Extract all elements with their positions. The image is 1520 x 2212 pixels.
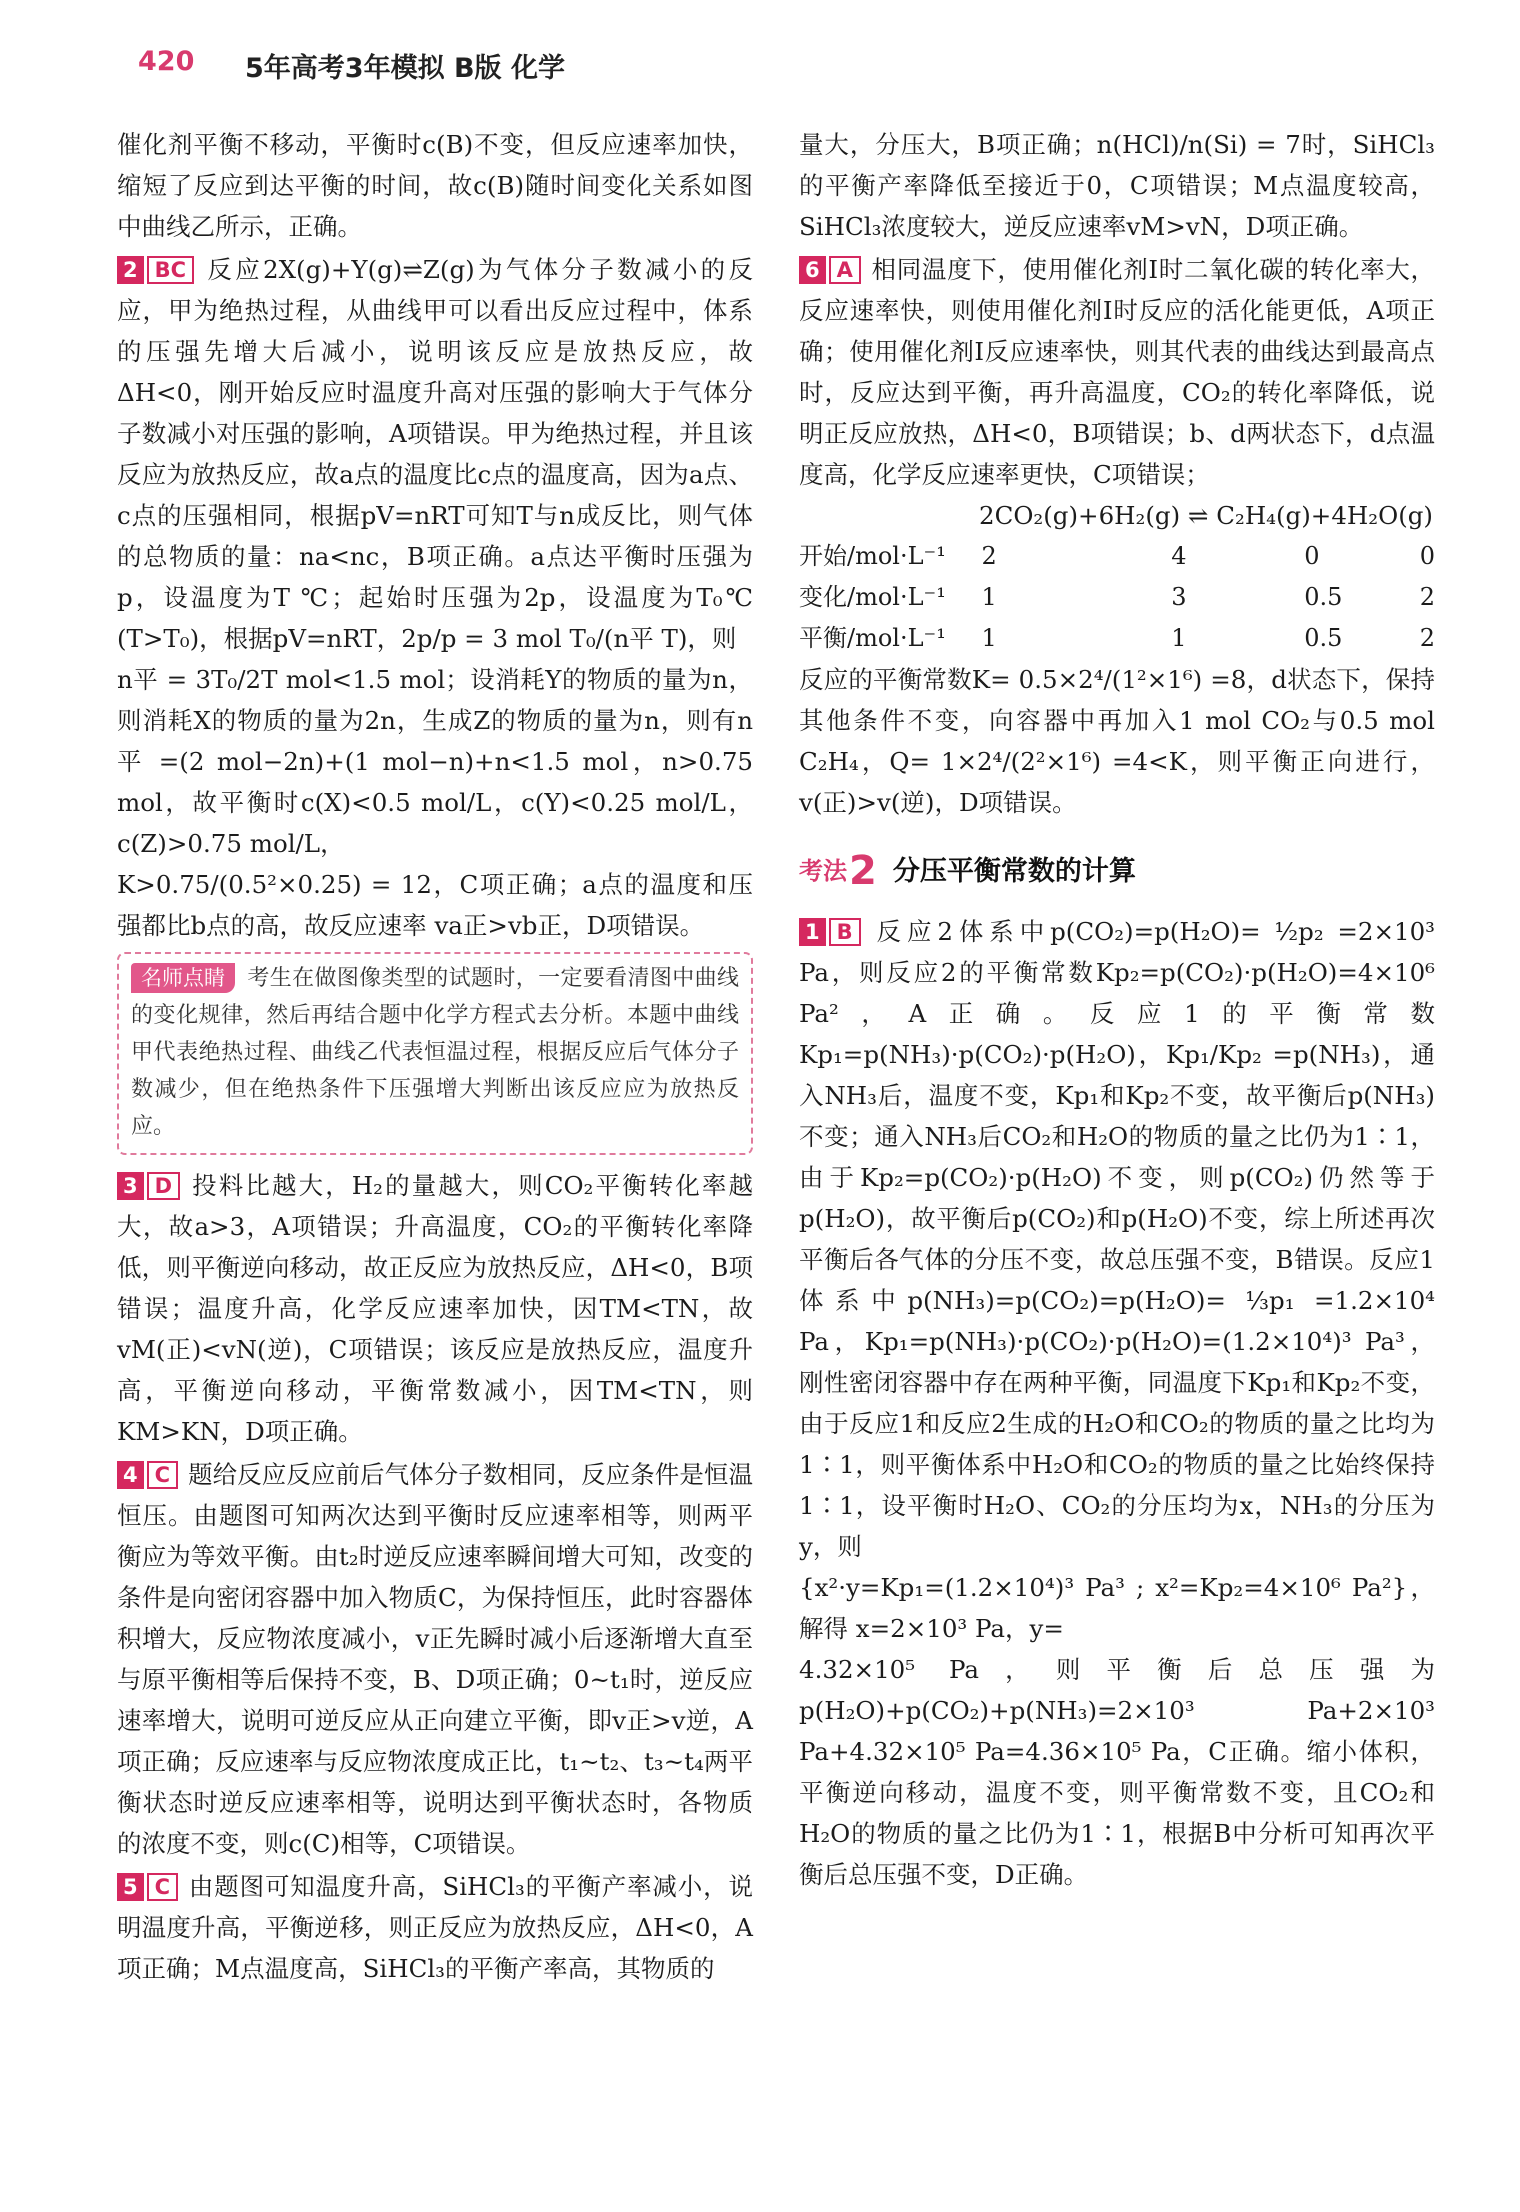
answer-4 xyxy=(117,1454,753,1864)
answer-text-2: 4.32×10⁵ Pa，则平衡后总压强为p(H₂O)+p(CO₂)+p(NH₃)=2×10³ Pa+2×10³ Pa+4.32×10⁵ Pa=4.36×10⁵ Pa，C正确。缩小体积，平衡逆向移动，温度不变，则平衡常数不变，且CO₂和H₂O的物质的量之比仍为1∶1，根据B中分析可知再次平衡后总压强不变，D正确。 xyxy=(799,1655,1435,1889)
table-cell: 2 xyxy=(1419,583,1435,611)
answer-badge: B xyxy=(829,918,861,946)
table-cell: 1 xyxy=(981,583,997,611)
row-label: 变化/mol·L⁻¹ xyxy=(799,583,946,611)
question-number: 4 xyxy=(117,1461,144,1489)
section2-answer-1 xyxy=(799,911,1435,1895)
answer-text-3: K>0.75/(0.5²×0.25) = 12，C项正确；a点的温度和压强都比b点的高，故反应速率 va正>vb正，D项错误。 xyxy=(117,870,753,940)
page-header xyxy=(0,0,1520,92)
table-cell: 0.5 xyxy=(1304,583,1343,611)
section-title: 分压平衡常数的计算 xyxy=(892,855,1136,887)
answer-text: 投料比越大，H₂的量越大，则CO₂平衡转化率越大，故a>3，A项错误；升高温度，CO₂的平衡转化率降低，则平衡逆向移动，故正反应为放热反应，ΔH<0，B项错误；温度升高，化学反应速率加快，因TM<TN，故vM(正)<vN(逆)，C项错误；该反应是放热反应，温度升高，平衡逆向移动，平衡常数减小，因TM<TN，则KM>KN，D项正确。 xyxy=(117,1171,753,1446)
answer-6 xyxy=(799,249,1435,495)
intro-paragraph: 催化剂平衡不移动，平衡时c(B)不变，但反应速率加快，缩短了反应到达平衡的时间，故c(B)随时间变化关系如图中曲线乙所示，正确。 xyxy=(117,130,753,241)
answer-text: 相同温度下，使用催化剂Ⅰ时二氧化碳的转化率大，反应速率快，则使用催化剂Ⅰ时反应的活化能更低，A项正确；使用催化剂Ⅰ反应速率快，则其代表的曲线达到最高点时，反应达到平衡，再升高温度，CO₂的转化率降低，说明正反应放热，ΔH<0，B项错误；b、d两状态下，d点温度高，化学反应速率更快，C项错误； xyxy=(799,255,1435,489)
table-row xyxy=(799,536,1435,577)
answer-badge: D xyxy=(147,1172,180,1200)
right-column xyxy=(799,124,1435,1895)
tip-label: 名师点睛 xyxy=(131,963,235,993)
answer-badge: BC xyxy=(147,256,194,284)
teacher-tip-box xyxy=(117,952,753,1155)
table-cell: 0.5 xyxy=(1304,624,1343,652)
question-number: 6 xyxy=(799,256,826,284)
answer-badge: C xyxy=(147,1461,178,1489)
table-cell: 0 xyxy=(1304,542,1320,570)
row-label: 开始/mol·L⁻¹ xyxy=(799,542,946,570)
answer-text: 反应2体系中p(CO₂)=p(H₂O)= ½p₂ =2×10³ Pa，则反应2的平衡常数Kp₂=p(CO₂)·p(H₂O)=4×10⁶ Pa²，A正确。反应1的平衡常数Kp₁=p(NH₃)·p(CO₂)·p(H₂O)，Kp₁/Kp₂ =p(NH₃)，通入NH₃后，温度不变，Kp₁和Kp₂不变，故平衡后p(NH₃)不变；通入NH₃后CO₂和H₂O的物质的量之比仍为1∶1，由于Kp₂=p(CO₂)·p(H₂O)不变，则p(CO₂)仍然等于p(H₂O)，故平衡后p(CO₂)和p(H₂O)不变，综上所述再次平衡后各气体的分压不变，故总压强不变，B错误。反应1体系中p(NH₃)=p(CO₂)=p(H₂O)= ⅓p₁ =1.2×10⁴ Pa，Kp₁=p(NH₃)·p(CO₂)·p(H₂O)=(1.2×10⁴)³ Pa³，刚性密闭容器中存在两种平衡，同温度下Kp₁和Kp₂不变，由于反应1和反应2生成的H₂O和CO₂的物质的量之比均为1∶1，则平衡体系中H₂O和CO₂的物质的量之比始终保持1∶1，设平衡时H₂O、CO₂的分压均为x，NH₃的分压为y，则 xyxy=(799,917,1435,1561)
section-heading xyxy=(799,849,1435,893)
table-cell: 3 xyxy=(1171,583,1187,611)
ice-equation: 2CO₂(g)+6H₂(g) ⇌ C₂H₄(g)+4H₂O(g) xyxy=(979,501,1433,530)
table-cell: 2 xyxy=(1419,624,1435,652)
question-number: 5 xyxy=(117,1873,144,1901)
table-row xyxy=(799,618,1435,659)
answer-badge: C xyxy=(147,1873,178,1901)
ice-table xyxy=(799,536,1435,659)
answer-6-continued: 反应的平衡常数K= 0.5×2⁴/(1²×1⁶) =8，d状态下，保持其他条件不变，向容器中再加入1 mol CO₂与0.5 mol C₂H₄，Q= 1×2⁴/(2²×1⁶) =4<K，则平衡正向进行，v(正)>v(逆)，D项错误。 xyxy=(799,665,1435,817)
table-cell: 0 xyxy=(1419,542,1435,570)
answer-badge: A xyxy=(829,256,861,284)
table-cell: 2 xyxy=(981,542,997,570)
table-row xyxy=(799,577,1435,618)
section-number: 2 xyxy=(849,847,877,894)
question-number: 2 xyxy=(117,256,144,284)
table-cell: 1 xyxy=(981,624,997,652)
question-number: 1 xyxy=(799,918,826,946)
question-number: 3 xyxy=(117,1172,144,1200)
table-cell: 4 xyxy=(1171,542,1187,570)
answer-5 xyxy=(117,1866,753,1989)
section-tag: 考法 xyxy=(799,856,847,885)
table-cell: 1 xyxy=(1171,624,1187,652)
answer-text: 反应2X(g)+Y(g)⇌Z(g)为气体分子数减小的反应，甲为绝热过程，从曲线甲可以看出反应过程中，体系的压强先增大后减小，说明该反应是放热反应，故ΔH<0，刚开始反应时温度升高对压强的影响大于气体分子数减小对压强的影响，A项错误。甲为绝热过程，并且该反应为放热反应，故a点的温度比c点的温度高，因为a点、c点的压强相同，根据pV=nRT可知T与n成反比，则气体的总物质的量：na<nc，B项正确。a点达平衡时压强为p，设温度为T ℃；起始时压强为2p，设温度为T₀℃(T>T₀)，根据pV=nRT，2p/p = 3 mol T₀/(n平 T)，则 xyxy=(117,255,753,653)
answer-text-2: n平 = 3T₀/2T mol<1.5 mol；设消耗Y的物质的量为n，则消耗X的物质的量为2n，生成Z的物质的量为n，则有n平 =(2 mol−2n)+(1 mol−n)+n<1.5 mol，n>0.75 mol，故平衡时c(X)<0.5 mol/L，c(Y)<0.25 mol/L，c(Z)>0.75 mol/L， xyxy=(117,665,753,858)
answer-5-continued: 量大，分压大，B项正确；n(HCl)/n(Si) = 7时，SiHCl₃的平衡产率降低至接近于0，C项错误；M点温度较高，SiHCl₃浓度较大，逆反应速率vM>vN，D项正确。 xyxy=(799,130,1435,241)
equation-system: {x²·y=Kp₁=(1.2×10⁴)³ Pa³ ; x²=Kp₂=4×10⁶ Pa²}，解得 x=2×10³ Pa，y= xyxy=(799,1573,1435,1643)
tip-text: 考生在做图像类型的试题时，一定要看清图中曲线的变化规律，然后再结合题中化学方程式去分析。本题中曲线甲代表绝热过程、曲线乙代表恒温过程，根据反应后气体分子数减少，但在绝热条件下压强增大判断出该反应应为放热反应。 xyxy=(131,966,739,1139)
page-number: 420 xyxy=(138,46,195,77)
row-label: 平衡/mol·L⁻¹ xyxy=(799,624,946,652)
answer-text: 由题图可知温度升高，SiHCl₃的平衡产率减小，说明温度升高，平衡逆移，则正反应为放热反应，ΔH<0，A项正确；M点温度高，SiHCl₃的平衡产率高，其物质的 xyxy=(117,1872,753,1983)
answer-text: 题给反应反应前后气体分子数相同，反应条件是恒温恒压。由题图可知两次达到平衡时反应速率相等，则两平衡应为等效平衡。由t₂时逆反应速率瞬间增大可知，改变的条件是向密闭容器中加入物质C，为保持恒压，此时容器体积增大，反应物浓度减小，v正先瞬时减小后逐渐增大直至与原平衡相等后保持不变，B、D项正确；0~t₁时，逆反应速率增大，说明可逆反应从正向建立平衡，即v正>v逆，A项正确；反应速率与反应物浓度成正比，t₁~t₂、t₃~t₄两平衡状态时逆反应速率相等，说明达到平衡状态时，各物质的浓度不变，则c(C)相等，C项错误。 xyxy=(117,1460,753,1858)
answer-2 xyxy=(117,249,753,946)
answer-3 xyxy=(117,1165,753,1452)
left-column xyxy=(117,124,753,1989)
book-title: 5年高考3年模拟 B版 化学 xyxy=(245,53,565,84)
